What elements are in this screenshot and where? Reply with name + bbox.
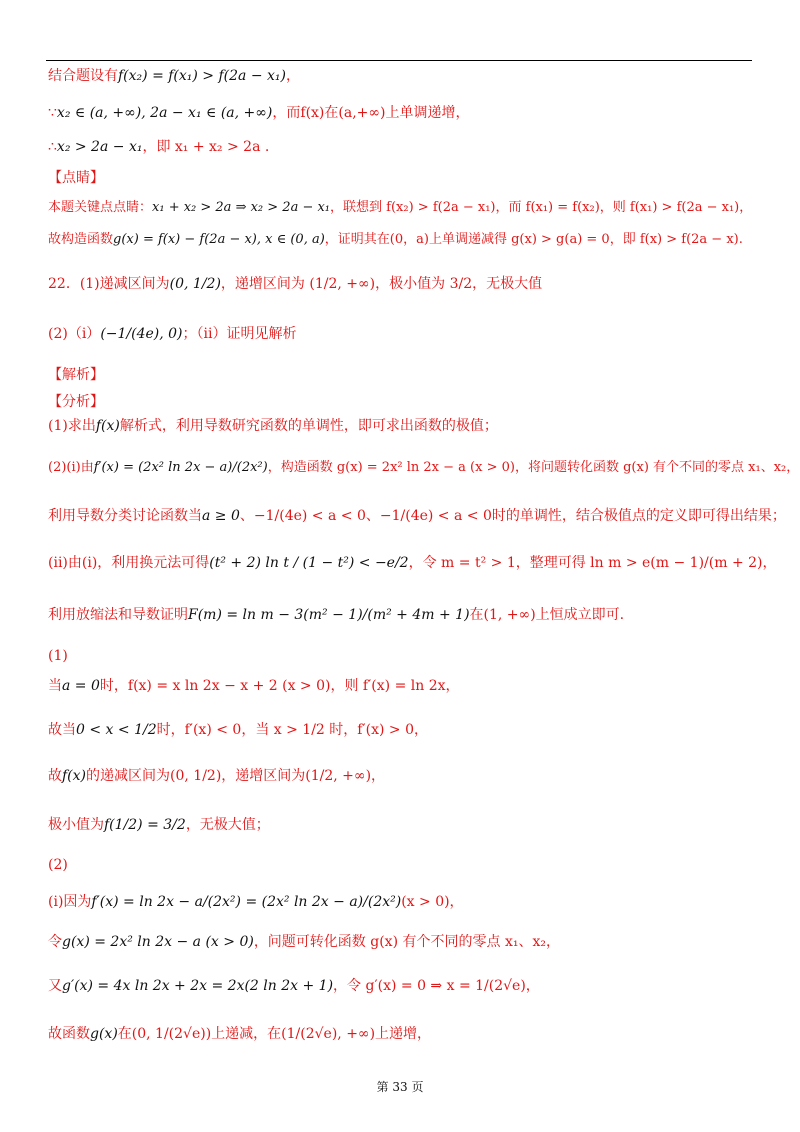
page-number: 第 33 页	[376, 1080, 424, 1094]
text-line: ∵x₂ ∈ (a, +∞), 2a − x₁ ∈ (a, +∞)，而f(x)在(a,+∞)上单调递增，	[48, 105, 470, 121]
text-line: 结合题设有f(x₂) = f(x₁) > f(2a − x₁)，	[48, 68, 300, 84]
text-line: 故函数g(x)在(0, 1/(2√e))上递减，在(1/(2√e), +∞)上递增，	[48, 1026, 432, 1042]
text-line: 故构造函数g(x) = f(x) − f(2a − x), x ∈ (0, a)，证明其在(0，a)上单调递减得 g(x) > g(a) = 0，即 f(x) > f(2a − x).	[48, 232, 743, 247]
text-line: (1)求出f(x)解析式，利用导数研究函数的单调性，即可求出函数的极值；	[48, 418, 498, 434]
text-line: 又g′(x) = 4x ln 2x + 2x = 2x(2 ln 2x + 1)，令 g′(x) = 0 ⇒ x = 1/(2√e)，	[48, 978, 540, 994]
answer-line: 22．(1)递减区间为(0, 1/2)，递增区间为 (1/2, +∞)，极小值为 3/2，无极大值	[48, 276, 543, 292]
text-line: 故f(x)的递减区间为(0, 1/2)，递增区间为(1/2, +∞)，	[48, 768, 386, 784]
text-line: ∴x₂ > 2a − x₁，即 x₁ + x₂ > 2a .	[48, 139, 270, 155]
section-tag: 【分析】	[48, 394, 104, 410]
text-line: (i)因为f′(x) = ln 2x − a/(2x²) = (2x² ln 2x − a)/(2x²)(x > 0)，	[48, 894, 464, 910]
text-line: (2)(i)由f′(x) = (2x² ln 2x − a)/(2x²)，构造函数 g(x) = 2x² ln 2x − a (x > 0)，将问题转化函数 g(x) 有个不同的零点 x₁、x₂，	[48, 460, 800, 475]
text-line: (ii)由(i)，利用换元法可得(t² + 2) ln t / (1 − t²) < −e/2，令 m = t² > 1，整理可得 ln m > e(m − 1)/(m + 2)，	[48, 555, 777, 571]
section-tag: (1)	[48, 648, 68, 664]
text-line: 当a = 0时，f(x) = x ln 2x − x + 2 (x > 0)，则 f′(x) = ln 2x，	[48, 678, 460, 694]
text-line: 本题关键点点睛：x₁ + x₂ > 2a ⇒ x₂ > 2a − x₁，联想到 f(x₂) > f(2a − x₁)，而 f(x₁) = f(x₂)，则 f(x₁) > f(2a − x₁)，	[48, 200, 753, 215]
text-line: 故当0 < x < 1/2时，f′(x) < 0，当 x > 1/2 时，f′(x) > 0，	[48, 722, 429, 738]
section-tag: 【解析】	[48, 367, 104, 383]
text-line: 利用导数分类讨论函数当a ≥ 0、−1/(4e) < a < 0、−1/(4e) < a < 0时的单调性，结合极值点的定义即可得出结果；	[48, 508, 786, 524]
text-line: 令g(x) = 2x² ln 2x − a (x > 0)，问题可转化函数 g(x) 有个不同的零点 x₁、x₂，	[48, 934, 560, 950]
header-rule	[46, 60, 752, 61]
answer-line: (2)（i）(−1/(4e), 0)；（ii）证明见解析	[48, 326, 297, 342]
section-tag: (2)	[48, 857, 68, 873]
text-line: 利用放缩法和导数证明F(m) = ln m − 3(m² − 1)/(m² + 4m + 1)在(1, +∞)上恒成立即可.	[48, 607, 625, 623]
section-tag: 【点睛】	[48, 170, 104, 186]
text-line: 极小值为f(1/2) = 3/2，无极大值；	[48, 817, 270, 833]
